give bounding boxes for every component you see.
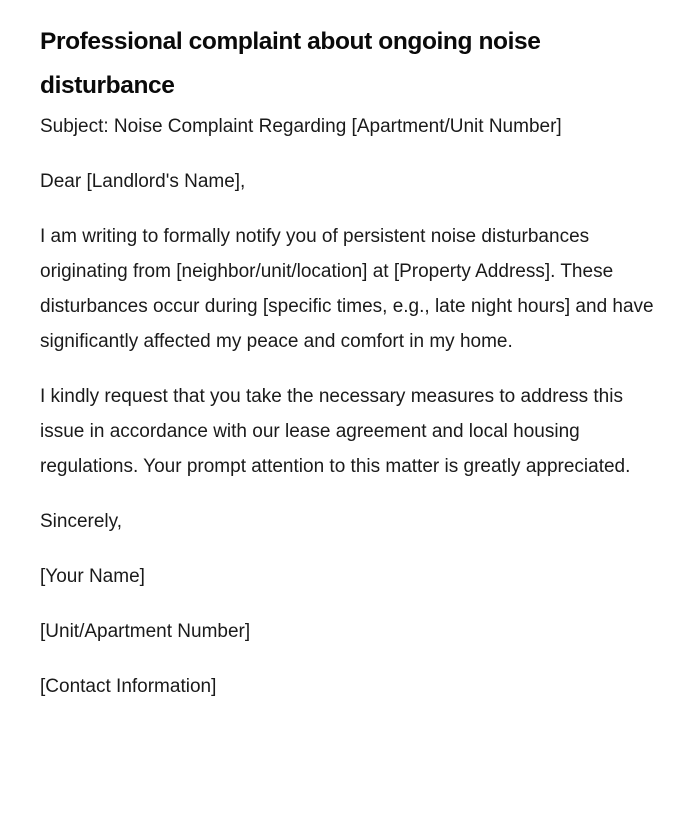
salutation: Dear [Landlord's Name], [40,171,246,192]
signature-unit: [Unit/Apartment Number] [40,621,251,642]
document-title: Professional complaint about ongoing noise disturbance [40,28,541,99]
signature-contact: [Contact Information] [40,676,217,697]
signature-name: [Your Name] [40,566,145,587]
body-paragraph: I kindly request that you take the necessary measures to address this issue in accordance with our lease agreement and local housing regulations. Your prompt attention to this matter is greatly appreciated. [40,386,631,477]
closing: Sincerely, [40,511,123,532]
body-paragraph: I am writing to formally notify you of persistent noise disturbances originating from [neighbor/unit/location] at [Property Address]. These disturbances occur during [specific times, e.g., late night hours] and have significantly affected my peace and comfort in my home. [40,226,654,352]
subject-line: Subject: Noise Complaint Regarding [Apartment/Unit Number] [40,116,562,137]
